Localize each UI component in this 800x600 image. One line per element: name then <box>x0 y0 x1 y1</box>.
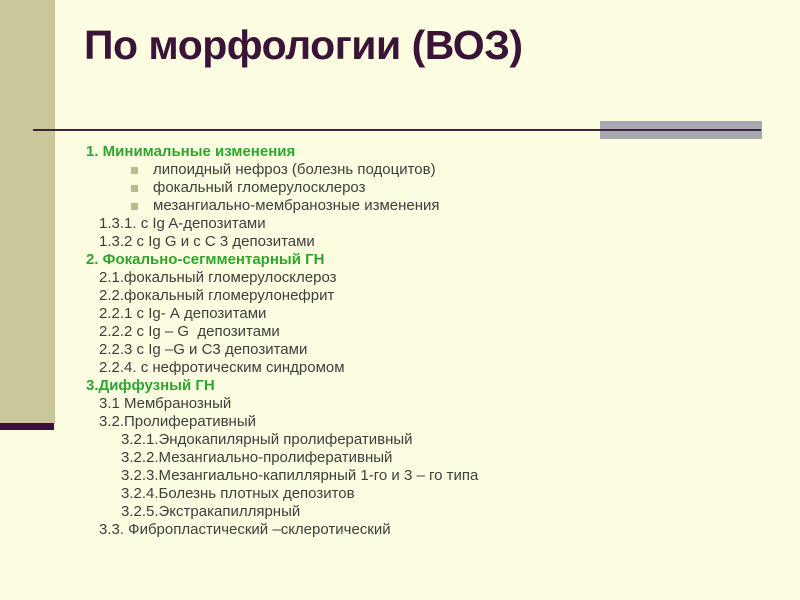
list-item-text: 2.1.фокальный гломерулосклероз <box>99 269 337 286</box>
list-item <box>0 413 790 431</box>
square-bullet-icon <box>131 167 138 174</box>
list-item-text: 3.2.4.Болезнь плотных депозитов <box>121 485 355 502</box>
list-item <box>0 341 790 359</box>
list-item <box>0 305 790 323</box>
list-item-text: 3.2.2.Мезангиально-пролиферативный <box>121 449 393 466</box>
list-item <box>0 197 790 215</box>
list-item <box>0 287 790 305</box>
list-item <box>0 161 790 179</box>
list-item <box>0 233 790 251</box>
list-item <box>0 503 790 521</box>
list-item-text: 1.3.2 с Ig G и с С 3 депозитами <box>99 233 315 250</box>
slide-title: По морфологии (ВОЗ) <box>84 22 523 68</box>
list-item-text: 2. Фокально-сегмментарный ГН <box>86 251 325 268</box>
list-item-text: 2.2.2 с Ig – G депозитами <box>99 323 280 340</box>
square-bullet-icon <box>131 203 138 210</box>
list-item <box>0 269 790 287</box>
list-item-text: 1. Минимальные изменения <box>86 143 296 160</box>
list-item <box>0 143 790 161</box>
list-item <box>0 449 790 467</box>
list-item <box>0 359 790 377</box>
list-item-text: 3.2.5.Экстракапиллярный <box>121 503 301 520</box>
list-item <box>0 251 790 269</box>
morphology-classification-list <box>0 143 790 539</box>
list-item-text: 3.2.3.Мезангиально-капиллярный 1-го и 3 – го типа <box>121 467 479 484</box>
list-item <box>0 467 790 485</box>
list-item-text: 3.3. Фибропластический –склеротический <box>99 521 391 538</box>
list-item <box>0 431 790 449</box>
list-item-text: 3.2.Пролиферативный <box>99 413 256 430</box>
list-item-text: 1.3.1. с Ig A-депозитами <box>99 215 266 232</box>
list-item <box>0 323 790 341</box>
list-item-text: 3.Диффузный ГН <box>86 377 215 394</box>
list-item-text: 2.2.1 с Ig- А депозитами <box>99 305 267 322</box>
list-item-text: 2.2.3 с Ig –G и С3 депозитами <box>99 341 308 358</box>
list-item-text: 2.2.4. с нефротическим синдромом <box>99 359 345 376</box>
list-item <box>0 215 790 233</box>
list-item-text: 3.2.1.Эндокапилярный пролиферативный <box>121 431 413 448</box>
list-item <box>0 521 790 539</box>
square-bullet-icon <box>131 185 138 192</box>
list-item-text: 3.1 Мембранозный <box>99 395 232 412</box>
list-item <box>0 395 790 413</box>
list-item <box>0 485 790 503</box>
list-item-text: фокальный гломерулосклероз <box>153 179 366 196</box>
list-item <box>0 377 790 395</box>
list-item-text: мезангиально-мембранозные изменения <box>153 197 440 214</box>
list-item-text: липоидный нефроз (болезнь подоцитов) <box>153 161 436 178</box>
list-item <box>0 179 790 197</box>
title-underline-rule <box>33 129 761 131</box>
list-item-text: 2.2.фокальный гломерулонефрит <box>99 287 335 304</box>
